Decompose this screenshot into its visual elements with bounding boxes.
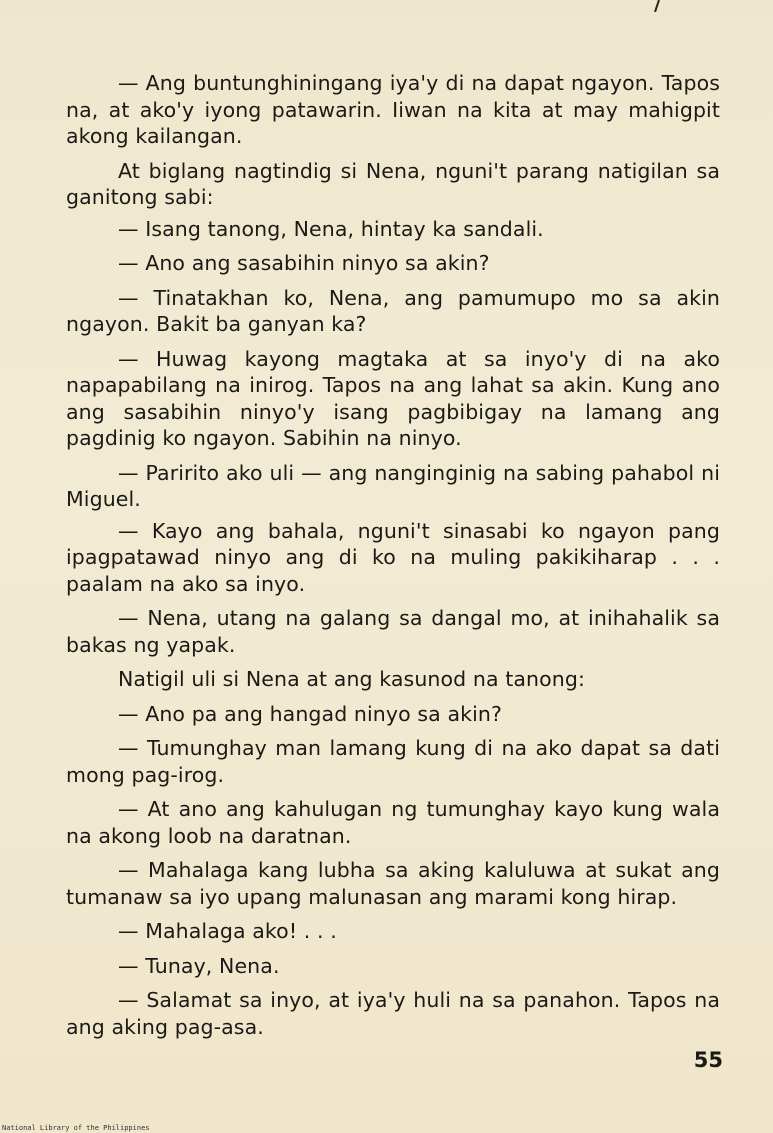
library-watermark: National Library of the Philippines: [2, 1124, 150, 1132]
ink-mark-icon: [652, 0, 662, 12]
paragraph-17: — Salamat sa inyo, at iya'y huli na sa panahon. Tapos na ang aking pag-asa.: [66, 988, 720, 1039]
paragraph-7: — Paririto ako uli — ang nanginginig na sabing pahabol ni Miguel.: [66, 460, 720, 511]
body-text: [66, 70, 720, 1048]
paragraph-2: At biglang nagtindig si Nena, nguni't parang natigilan sa ganitong sabi:: [66, 158, 720, 209]
paragraph-12: — Tumunghay man lamang kung di na ako dapat sa dati mong pag-irog.: [66, 736, 720, 787]
paragraph-9: — Nena, utang na galang sa dangal mo, at inihahalik sa bakas ng yapak.: [66, 606, 720, 657]
paragraph-14: — Mahalaga kang lubha sa aking kaluluwa at sukat ang tumanaw sa iyo upang malunasan ang marami kong hirap.: [66, 858, 720, 909]
paragraph-6: — Huwag kayong magtaka at sa inyo'y di na ako napapabilang na inirog. Tapos na ang lahat sa akin. Kung ano ang sasabihin ninyo'y isang pagbibigay na lamang ang pagdinig ko ngayon. Sabihin na ninyo.: [66, 346, 720, 450]
paragraph-11: — Ano pa ang hangad ninyo sa akin?: [118, 701, 502, 726]
paragraph-5: — Tinatakhan ko, Nena, ang pamumupo mo sa akin ngayon. Bakit ba ganyan ka?: [66, 285, 720, 336]
paragraph-4: — Ano ang sasabihin ninyo sa akin?: [118, 251, 490, 275]
paragraph-8: — Kayo ang bahala, nguni't sinasabi ko ngayon pang ipagpatawad ninyo ang di ko na muling pakikiharap . . . paalam na ako sa inyo.: [66, 518, 720, 596]
paragraph-3: — Isang tanong, Nena, hintay ka sandali.: [118, 216, 544, 241]
paragraph-16: — Tunay, Nena.: [118, 953, 280, 978]
paragraph-15: — Mahalaga ako! . . .: [118, 919, 337, 943]
paragraph-10: Natigil uli si Nena at ang kasunod na tanong:: [118, 667, 585, 691]
paragraph-1: — Ang buntunghiningang iya'y di na dapat ngayon. Tapos na, at ako'y iyong patawarin. Iiwan na kita at may mahigpit akong kailangan.: [66, 71, 720, 148]
paragraph-13: — At ano ang kahulugan ng tumunghay kayo kung wala na akong loob na daratnan.: [66, 797, 720, 848]
page-number: 55: [693, 1048, 723, 1072]
